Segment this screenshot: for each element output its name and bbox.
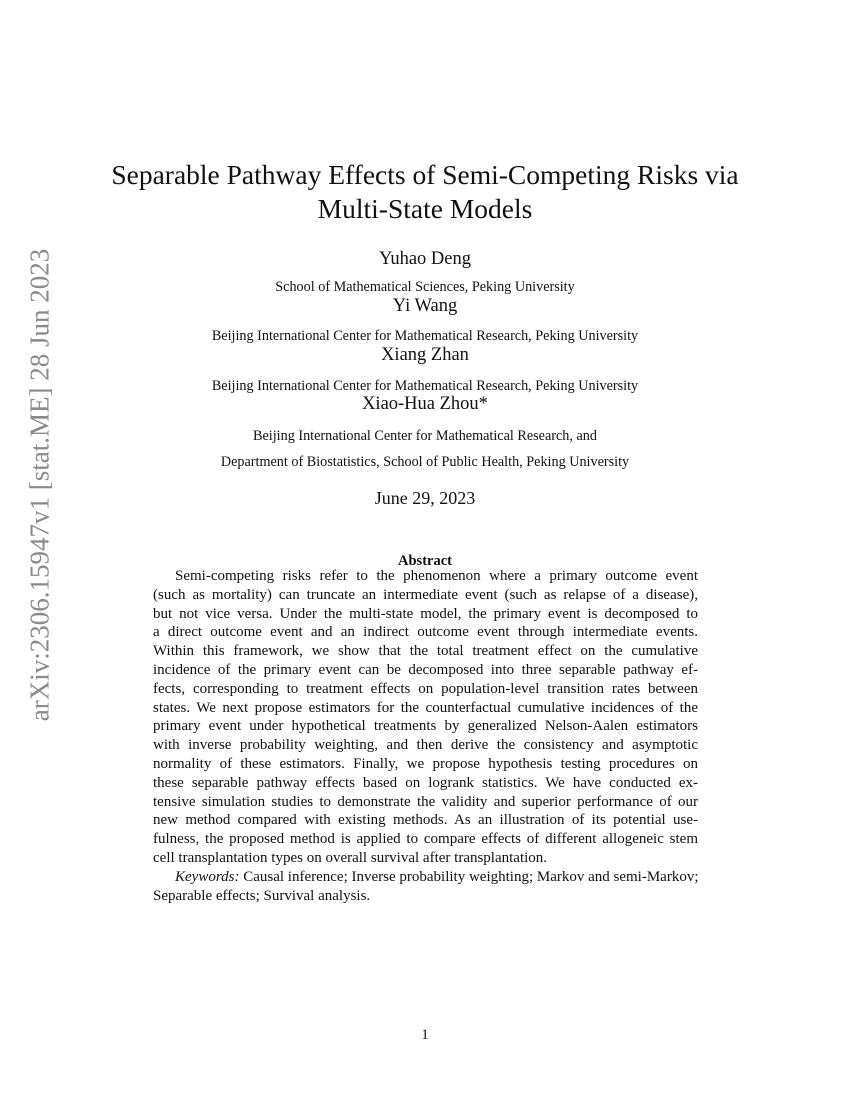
author-name: Xiao-Hua Zhou* [362,394,488,414]
abstract-heading: Abstract [398,553,452,569]
abstract-line: primary event under hypothetical treatments by generalized Nelson-Aalen estimators [153,718,698,735]
abstract-line: a direct outcome event and an indirect outcome event through intermediate events. [153,624,698,641]
author-name: Xiang Zhan [381,345,469,365]
keywords-text: Causal inference; Inverse probability weighting; Markov and semi-Markov; [243,868,699,885]
abstract-line: incidence of the primary event can be decomposed into three separable pathway ef- [153,661,698,678]
abstract-line: these separable pathway effects based on logrank statistics. We have conducted ex- [153,774,698,791]
abstract-line: Within this framework, we show that the total treatment effect on the cumulative [153,643,698,660]
title-line: Multi-State Models [317,193,533,224]
author-affiliation: Department of Biostatistics, School of Public Health, Peking University [220,454,630,470]
keywords-label: Keywords: [175,868,240,885]
abstract-line: (such as mortality) can truncate an intermediate event (such as relapse of a disease), [153,586,698,603]
abstract-body [153,567,698,905]
abstract-line: fects, corresponding to treatment effects on population-level transition rates between [153,680,698,697]
abstract-line: new method compared with existing methods. As an illustration of its potential use- [153,812,698,829]
abstract-line: Semi-competing risks refer to the phenomenon where a primary outcome event [175,568,698,584]
arxiv-stamp: arXiv:2306.15947v1 [stat.ME] 28 Jun 2023 [24,248,55,722]
abstract-line: normality of these estimators. Finally, we propose hypothesis testing procedures on [153,755,698,772]
keywords-line: Separable effects; Survival analysis. [153,887,371,904]
abstract-line: tensive simulation studies to demonstrate the validity and superior performance of our [153,793,698,810]
page-number: 1 [421,1027,429,1043]
paper-title [0,158,850,226]
author-name: Yi Wang [392,296,458,316]
paper-date: June 29, 2023 [374,488,476,508]
author-affiliation: Beijing International Center for Mathematical Research, Peking University [211,328,639,344]
title-line: Separable Pathway Effects of Semi-Competing Risks via [111,159,739,190]
keywords-line [153,868,698,887]
abstract-line: cell transplantation types on overall survival after transplantation. [153,849,548,866]
author-affiliation: Beijing International Center for Mathematical Research, and [253,428,597,444]
abstract-line: fulness, the proposed method is applied to compare effects of different allogeneic stem [153,831,698,848]
author-name: Yuhao Deng [379,249,471,269]
abstract-line: but not vice versa. Under the multi-state model, the primary event is decomposed to [153,605,698,622]
author-affiliation: School of Mathematical Sciences, Peking University [275,279,575,295]
abstract-line: with inverse probability weighting, and then derive the consistency and asymptotic [153,737,698,754]
abstract-line: states. We next propose estimators for the counterfactual cumulative incidences of the [153,699,698,716]
author-affiliation: Beijing International Center for Mathematical Research, Peking University [211,378,639,394]
